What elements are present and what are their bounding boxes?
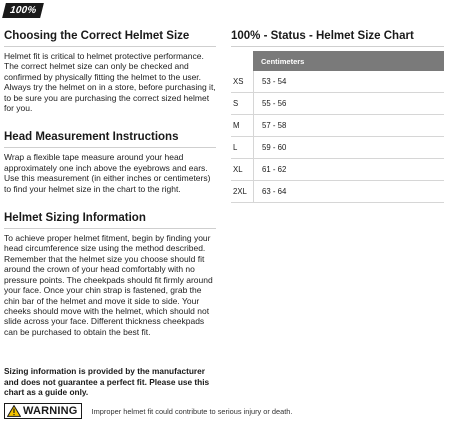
size-label: 2XL xyxy=(233,187,247,196)
centimeters-column-header: Centimeters xyxy=(253,51,444,71)
size-row xyxy=(231,115,444,137)
warning-label: WARNING xyxy=(23,405,78,417)
size-centimeters: 61 - 62 xyxy=(253,159,444,180)
size-centimeters: 53 - 54 xyxy=(253,71,444,92)
section-title-sizing-info: Helmet Sizing Information xyxy=(4,212,146,225)
size-centimeters: 55 - 56 xyxy=(253,93,444,114)
size-label: S xyxy=(233,99,239,108)
size-row xyxy=(231,71,444,93)
size-label: XL xyxy=(233,165,243,174)
size-label: M xyxy=(233,121,240,130)
section-divider xyxy=(4,228,216,229)
section-title-choosing-size: Choosing the Correct Helmet Size xyxy=(4,30,190,42)
size-chart-rows xyxy=(231,71,444,203)
size-row xyxy=(231,93,444,115)
section-divider xyxy=(4,46,216,47)
section-body-choosing-size: Helmet fit is critical to helmet protective performance. The correct helmet size can only be checked and confirmed by physically fitting the helmet to the user. Always try the helmet on in a store, before purchasing it, to be sure you are purchasing the correct sized helmet for you. xyxy=(4,51,216,114)
size-column-header xyxy=(231,51,253,71)
warning-text: Improper helmet fit could contribute to serious injury or death. xyxy=(91,406,293,416)
sizing-disclaimer: Sizing information is provided by the manufacturer and does not guarantee a perfect fit. Please use this chart as a guide only. xyxy=(4,366,210,397)
size-chart-title: 100% - Status - Helmet Size Chart xyxy=(231,30,414,42)
section-divider xyxy=(231,46,444,47)
size-row xyxy=(231,159,444,181)
warning-triangle-icon xyxy=(7,405,21,417)
section-divider xyxy=(4,147,216,148)
size-centimeters: 63 - 64 xyxy=(253,181,444,202)
brand-logo xyxy=(2,3,44,18)
section-body-head-measurement: Wrap a flexible tape measure around your head approximately one inch above the eyebrows and ears. Use this measurement (in either inches or centimeters) to find your helmet size in the chart to the right. xyxy=(4,152,211,194)
section-title-head-measurement: Head Measurement Instructions xyxy=(4,131,179,144)
size-label: XS xyxy=(233,77,244,86)
size-chart-header xyxy=(231,51,444,71)
sizing-guide-text xyxy=(4,29,216,337)
size-centimeters: 57 - 58 xyxy=(253,115,444,136)
size-row xyxy=(231,181,444,203)
size-centimeters: 59 - 60 xyxy=(253,137,444,158)
brand-logo-text: 100% xyxy=(9,5,37,16)
size-row xyxy=(231,137,444,159)
section-body-sizing-info: To achieve proper helmet fitment, begin by finding your head circumference size using the method described. Remember that the helmet size you choose should fit around the crown of your head comfortably with no pressure points. The cheekpads should fit firmly around your face. Once your chin strap is fastened, grab the chin bar of the helmet and move it side to side. Your cheeks should move with the helmet, which should not slide across your face. Different thickness cheekpads can be purchased to obtain the best fit. xyxy=(4,233,213,337)
warning-badge xyxy=(4,403,82,419)
size-label: L xyxy=(233,143,238,152)
warning-row xyxy=(4,403,292,419)
size-chart xyxy=(231,29,444,203)
